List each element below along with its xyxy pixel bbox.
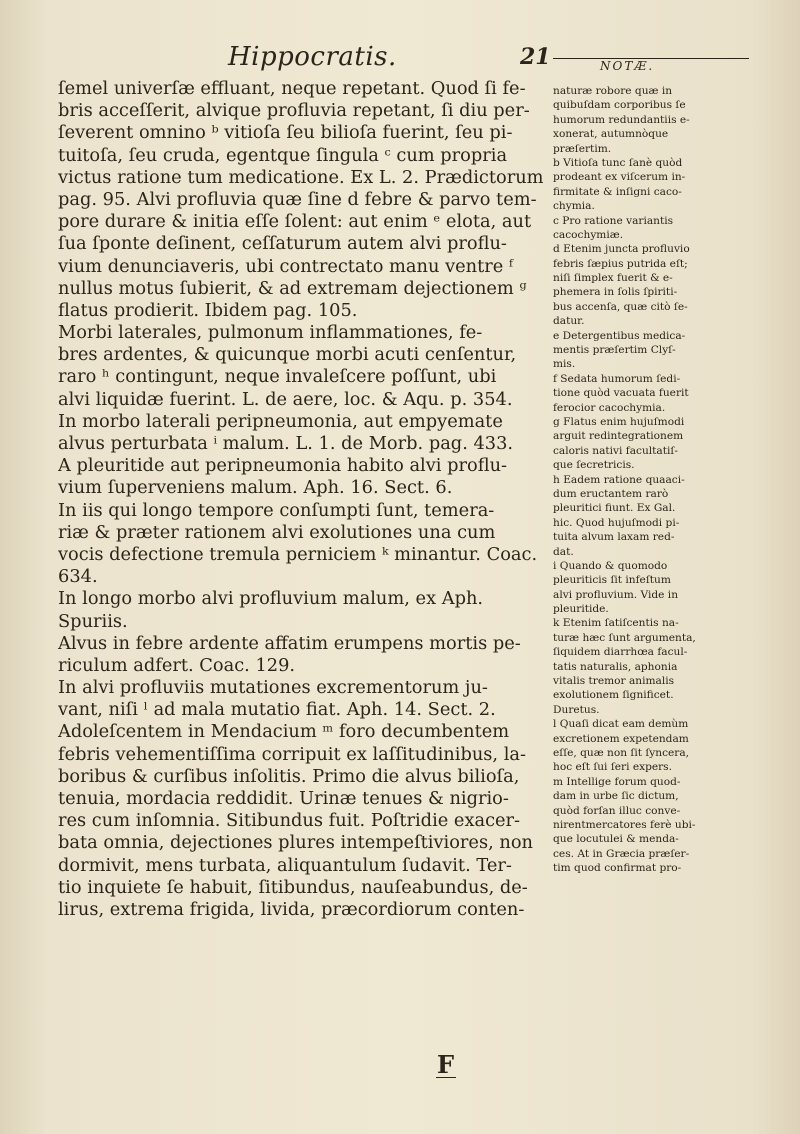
main-text-line: In longo morbo alvi profluvium malum, ex Aph.: [58, 588, 484, 610]
note-line: i Quando & quomodo: [553, 559, 668, 572]
note-line: Duretus.: [553, 703, 600, 716]
note-line: pleuritide.: [553, 603, 609, 616]
note-line: prodeant ex viſcerum in-: [553, 171, 686, 184]
note-line: quibuſdam corporibus ſe: [553, 99, 686, 112]
main-text-line: boribus & curſibus inſolitis. Primo die alvus bilioſa,: [58, 765, 520, 787]
main-text-line: In alvi profluviis mutationes excrementorum ju-: [58, 677, 488, 699]
main-text-line: vium denunciaveris, ubi contrectato manu ventre ᶠ: [58, 255, 513, 277]
note-line: firmitate & inſigni caco-: [553, 185, 682, 198]
main-text-line: Adoleſcentem in Mendacium ᵐ foro decumbentem: [58, 721, 510, 743]
note-line: naturæ robore quæ in: [553, 85, 673, 97]
note-line: que ſecretricis.: [553, 459, 635, 472]
main-text-line: tenuia, mordacia reddidit. Urinæ tenues & nigrio-: [58, 788, 509, 809]
note-line: f Sedata humorum ſedi-: [553, 372, 681, 385]
main-text-line: vocis defectione tremula perniciem ᵏ minantur. Coac.: [58, 543, 538, 565]
note-line: h Eadem ratione quaaci-: [553, 473, 685, 486]
main-text-line: raro ʰ contingunt, neque invaleſcere poſſunt, ubi: [58, 366, 497, 388]
note-line: l Quaſi dicat eam demùm: [553, 718, 689, 731]
note-line: tim quod confirmat pro-: [553, 862, 682, 875]
note-line: exolutionem ſignificet.: [553, 689, 674, 702]
note-line: tuita alvum laxam red-: [553, 531, 675, 544]
note-line: humorum redundantiis e-: [553, 113, 690, 126]
main-text-line: vium ſuperveniens malum. Aph. 16. Sect. 6.: [58, 477, 453, 499]
note-line: niſi ſimplex fuerit & e-: [553, 272, 673, 285]
note-line: phemera in ſolis ſpiriti-: [553, 286, 678, 299]
note-line: k Etenim ſatiſcentis na-: [553, 617, 679, 630]
main-text-line: flatus prodierit. Ibidem pag. 105.: [58, 299, 358, 321]
note-line: nirentmercatores ferè ubi-: [553, 818, 696, 831]
note-line: xonerat, autumnòque: [553, 128, 669, 141]
note-line: caloris nativi facultatiſ-: [553, 444, 678, 457]
note-line: febris ſæpius putrida eſt;: [553, 257, 688, 270]
note-line: ſiquidem diarrhœa facul-: [553, 646, 688, 659]
note-line: b Vitioſa tunc ſanè quòd: [553, 156, 683, 169]
main-text-line: febris vehementiſſima corripuit ex laſſitudinibus, la-: [58, 743, 526, 765]
main-text-line: victus ratione tum medicatione. Ex L. 2. Prædictorum: [58, 166, 544, 188]
main-text-line: pag. 95. Alvi profluvia quæ ſine d febre & parvo tem-: [58, 188, 537, 210]
main-text-line: riculum adfert. Coac. 129.: [58, 654, 296, 676]
note-line: que locutulei & menda-: [553, 833, 679, 846]
note-line: pleuriticis ſit infeſtum: [553, 574, 671, 587]
note-line: tatis naturalis, aphonia: [553, 660, 678, 673]
note-line: quòd forſan illuc conve-: [553, 804, 681, 817]
main-text-line: dormivit, mens turbata, aliquantulum ſudavit. Ter-: [58, 854, 512, 876]
note-line: tione quòd vacuata fuerit: [553, 387, 689, 400]
main-text-line: bata omnia, dejectiones plures intempeſtiviores, non: [58, 832, 533, 854]
note-line: mentis præſertim Clyſ-: [553, 344, 676, 357]
page-header: [0, 40, 800, 80]
note-line: mis.: [553, 358, 576, 371]
note-line: pleuritici fiunt. Ex Gal.: [553, 502, 676, 515]
note-line: dum eructantem rarò: [553, 487, 669, 500]
note-line: hic. Quod hujuſmodi pi-: [553, 516, 680, 529]
main-text-line: tuitoſa, ſeu cruda, egentque ſingula ᶜ cum propria: [58, 144, 508, 166]
note-line: e Detergentibus medica-: [553, 329, 686, 342]
main-text-line: pore durare & initia eſſe ſolent: aut enim ᵉ elota, aut: [58, 211, 532, 233]
note-line: turæ hæc ſunt argumenta,: [553, 631, 696, 644]
note-line: ces. At in Græcia præſer-: [553, 847, 690, 860]
note-line: m Intellige forum quod-: [553, 775, 681, 788]
note-line: c Pro ratione variantis: [553, 214, 674, 227]
running-title: Hippocratis.: [228, 42, 397, 72]
note-line: excretionem expetendam: [553, 732, 689, 745]
notes-column: [553, 84, 758, 875]
main-text-line: In morbo laterali peripneumonia, aut empyemate: [58, 410, 503, 432]
note-line: chymia.: [553, 200, 595, 213]
notes-heading: NOTÆ.: [600, 59, 655, 73]
main-text-column: [58, 78, 544, 921]
note-line: dat.: [553, 545, 574, 558]
main-text-line: bres ardentes, & quicunque morbi acuti cenſentur,: [58, 344, 517, 366]
main-text-line: Spuriis.: [58, 610, 128, 632]
main-text-line: 634.: [58, 566, 98, 588]
note-line: cacochymiæ.: [553, 228, 624, 241]
main-text-line: lirus, extrema frigida, livida, præcordiorum conten-: [58, 898, 525, 920]
signature-underline: [436, 1077, 456, 1078]
signature-mark: F: [437, 1050, 455, 1079]
main-text-line: res cum inſomnia. Sitibundus fuit. Poſtridie exacer-: [58, 810, 521, 832]
main-text-line: A pleuritide aut peripneumonia habito alvi proflu-: [58, 455, 508, 477]
main-text-line: Morbi laterales, pulmonum inflammationes, fe-: [58, 322, 483, 344]
note-line: vitalis tremor animalis: [553, 675, 675, 688]
note-line: dam in urbe ſic dictum,: [553, 790, 679, 803]
main-text-line: ſemel univerſæ effluant, neque repetant. Quod ſi fe-: [58, 78, 526, 99]
main-text-line: bris acceſſerit, alvique profluvia repetant, ſi diu per-: [58, 100, 530, 122]
note-line: arguit redintegrationem: [553, 430, 684, 443]
main-text-line: In iis qui longo tempore conſumpti ſunt, temera-: [58, 499, 495, 521]
page-number: 21: [520, 44, 551, 70]
note-line: bus accenſa, quæ citò ſe-: [553, 300, 688, 313]
note-line: d Etenim juncta profluvio: [553, 243, 690, 256]
main-text-line: riæ & præter rationem alvi exolutiones una cum: [58, 521, 496, 543]
note-line: præſertim.: [553, 142, 612, 155]
main-text-line: Alvus in febre ardente affatim erumpens mortis pe-: [58, 632, 521, 654]
main-text-line: alvus perturbata ⁱ malum. L. 1. de Morb. pag. 433.: [58, 433, 514, 454]
note-line: ferocior cacochymia.: [553, 401, 666, 414]
main-text-line: alvi liquidæ fuerint. L. de aere, loc. & Aqu. p. 354.: [58, 388, 513, 410]
note-line: alvi profluvium. Vide in: [553, 588, 679, 601]
main-text-line: tio inquiete ſe habuit, ſitibundus, nauſeabundus, de-: [58, 876, 528, 898]
main-text-line: ſua ſponte deſinent, ceſſaturum autem alvi proflu-: [58, 233, 507, 255]
main-text-line: nullus motus ſubierit, & ad extremam dejectionem ᵍ: [58, 277, 527, 299]
note-line: datur.: [553, 315, 585, 328]
note-line: eſſe, quæ non ſit ſyncera,: [553, 746, 690, 759]
note-line: g Flatus enim hujuſmodi: [553, 415, 685, 428]
main-text-line: ſeverent omnino ᵇ vitioſa ſeu bilioſa fuerint, ſeu pi-: [58, 122, 513, 144]
main-text-line: vant, niſi ˡ ad mala mutatio fiat. Aph. 14. Sect. 2.: [58, 699, 496, 721]
note-line: hoc eſt ſui ſeri expers.: [553, 761, 672, 774]
